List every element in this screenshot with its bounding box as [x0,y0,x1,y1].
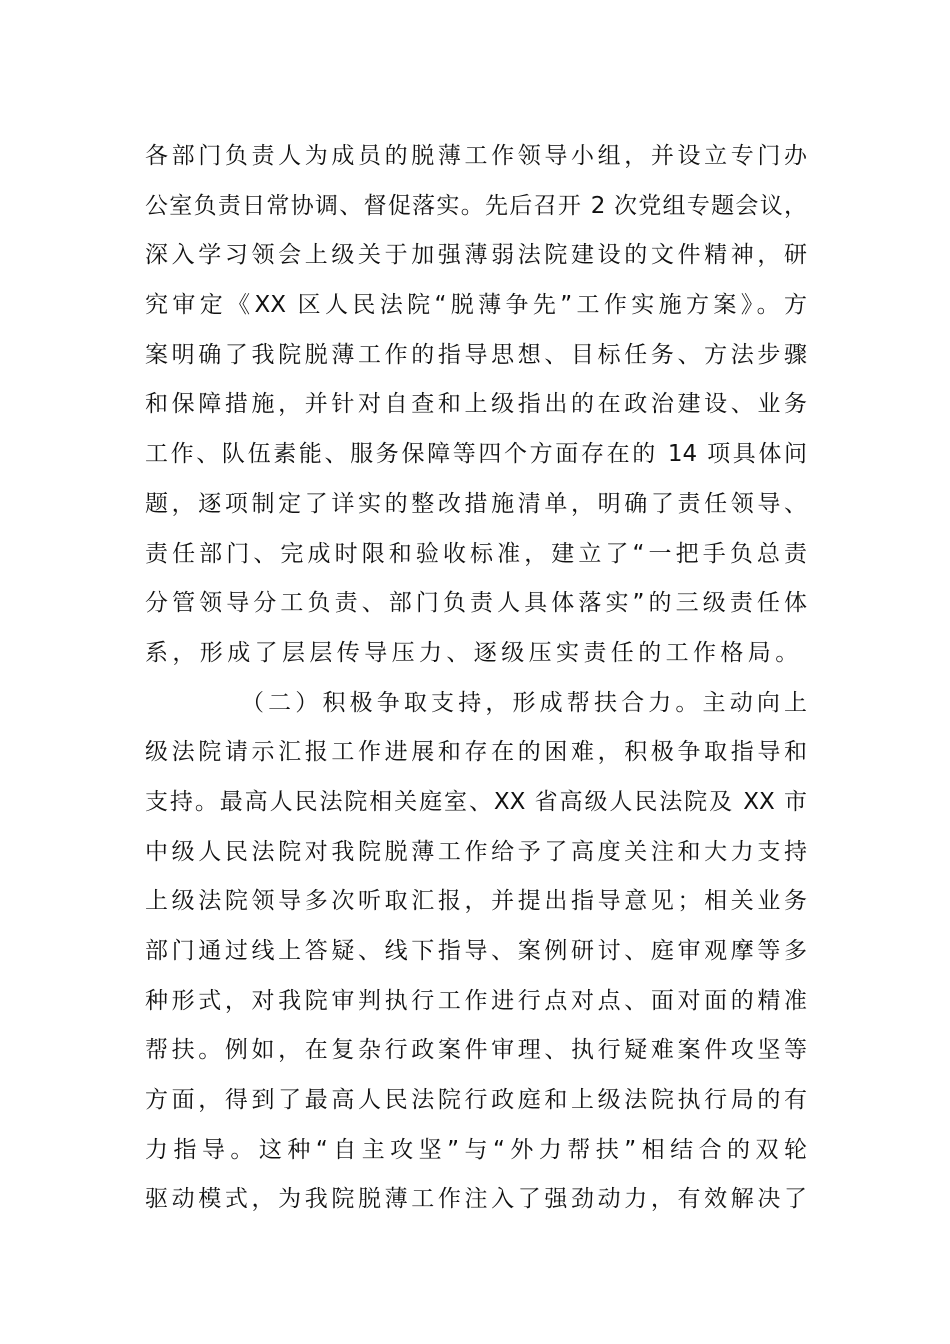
paragraph-line: 支持。最高人民法院相关庭室、XX 省高级人民法院及 XX 市 [145,788,807,815]
paragraph-line: 部门通过线上答疑、线下指导、案例研讨、庭审观摩等多 [145,938,807,964]
paragraph-line: 驱动模式，为我院脱薄工作注入了强劲动力，有效解决了 [145,1186,807,1213]
paragraph-line: 上级法院领导多次听取汇报，并提出指导意见；相关业务 [145,888,807,915]
paragraph-line: 各部门负责人为成员的脱薄工作领导小组，并设立专门办 [145,143,807,169]
paragraph-line: 系，形成了层层传导压力、逐级压实责任的工作格局。 [145,639,803,666]
paragraph-line: 种形式，对我院审判执行工作进行点对点、面对面的精准 [145,987,807,1014]
paragraph-line: 究审定《XX 区人民法院“脱薄争先”工作实施方案》。方 [145,292,807,319]
paragraph-line: 深入学习领会上级关于加强薄弱法院建设的文件精神，研 [145,242,807,269]
paragraph-line: 级法院请示汇报工作进展和存在的困难，积极争取指导和 [145,739,807,766]
paragraph-line: 帮扶。例如，在复杂行政案件审理、执行疑难案件攻坚等 [145,1037,807,1064]
paragraph-line: 力指导。这种“自主攻坚”与“外力帮扶”相结合的双轮 [145,1136,807,1163]
paragraph-line: 题，逐项制定了详实的整改措施清单，明确了责任领导、 [145,490,807,517]
paragraph-line: 中级人民法院对我院脱薄工作给予了高度关注和大力支持 [145,838,807,865]
paragraph-line: 分管领导分工负责、部门负责人具体落实”的三级责任体 [145,590,807,617]
paragraph-line: 和保障措施，并针对自查和上级指出的在政治建设、业务 [145,391,807,418]
paragraph-line: 工作、队伍素能、服务保障等四个方面存在的 14 项具体问 [145,441,807,468]
paragraph-line: 案明确了我院脱薄工作的指导思想、目标任务、方法步骤 [145,341,807,368]
paragraph-line: 公室负责日常协调、督促落实。先后召开 2 次党组专题会议， [145,192,807,219]
section-heading-line: （二）积极争取支持，形成帮扶合力。主动向上 [241,689,807,716]
document-body [145,132,807,1225]
paragraph-line: 方面，得到了最高人民法院行政庭和上级法院执行局的有 [145,1087,807,1114]
paragraph-line: 责任部门、完成时限和验收标准，建立了“一把手负总责 [145,540,807,567]
